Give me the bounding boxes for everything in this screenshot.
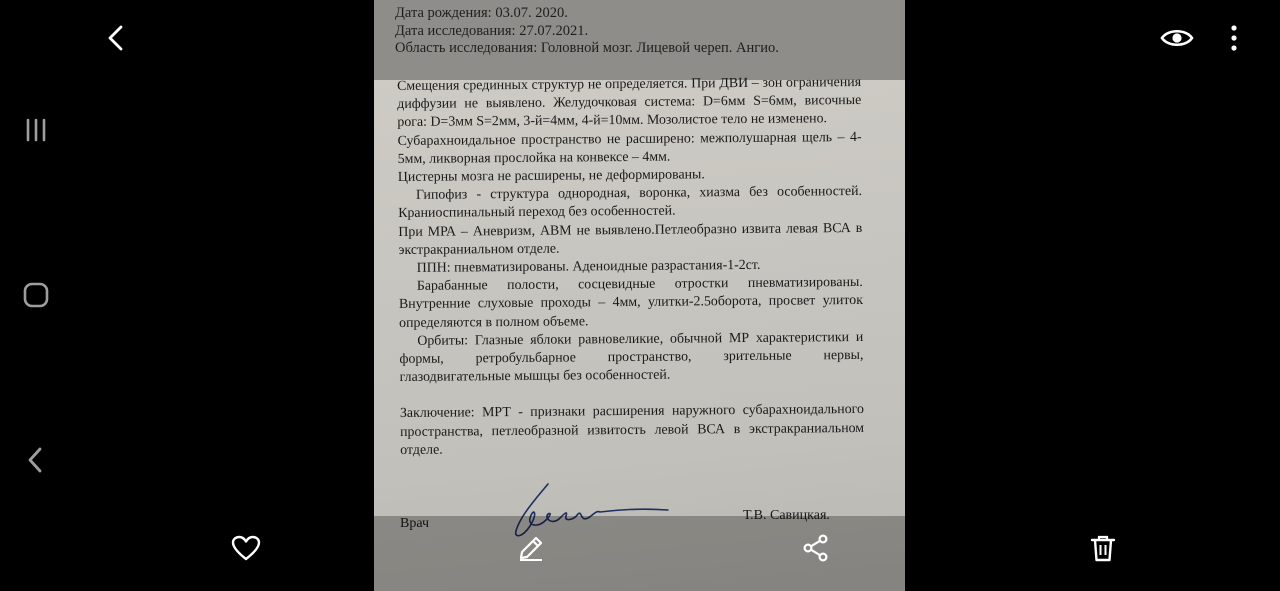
report-paragraph: Гипофиз - структура однородная, воронка, хиазма без особенностей. Краниоспинальный переход без особенностей. bbox=[398, 184, 863, 222]
doctor-role: Врач bbox=[400, 516, 430, 531]
report-paragraph: При МРА – Аневризм, АВМ не выявлено.Петлеобразно извита левая ВСА в экстракраниальном отделе. bbox=[398, 220, 863, 258]
report-header bbox=[374, 0, 905, 80]
home-button[interactable] bbox=[16, 277, 56, 317]
eye-icon bbox=[1160, 26, 1194, 55]
birth-date: Дата рождения: 03.07. 2020. bbox=[395, 5, 568, 21]
report-paragraph: Барабанные полости, сосцевидные отростки пневматизированы. Внутренние слуховые проходы – 4мм, улитки-2.5оборота, просвет улиток определяются в полном объеме. bbox=[398, 275, 864, 331]
favorite-button[interactable] bbox=[226, 530, 266, 570]
report-paragraph: Субарахноидальное пространство не расширено: межполушарная щель – 4-5мм, ликворная прослойка на конвексе – 4мм. bbox=[397, 129, 862, 167]
heart-icon bbox=[231, 535, 261, 566]
report-conclusion: Заключение: МРТ - признаки расширения наружного субарахноидального пространства, петлеобразной извитость левой ВСА в экстракраниальном отделе. bbox=[399, 402, 865, 458]
share-icon bbox=[802, 534, 830, 567]
more-vert-icon bbox=[1230, 25, 1238, 56]
share-button[interactable] bbox=[796, 530, 836, 570]
edit-button[interactable] bbox=[511, 530, 551, 570]
pencil-icon bbox=[517, 534, 545, 567]
exam-area: Область исследования: Головной мозг. Лицевой череп. Ангио. bbox=[395, 40, 779, 56]
report-paragraph: Смещения срединных структур не определяется. При ДВИ – зон ограничения диффузии не выявлено. Желудочковая система: D=6мм S=6мм, височные рога: D=3мм S=2мм, 3-й=4мм, 4-й=10мм. Мозолистое тело не изменено. bbox=[397, 74, 862, 131]
back-button[interactable] bbox=[96, 20, 136, 60]
system-back-icon bbox=[24, 446, 48, 479]
back-arrow-icon bbox=[104, 24, 128, 57]
doctor-name: Т.В. Савицкая. bbox=[743, 508, 830, 523]
report-paragraph: Цистерны мозга не расширены, не деформированы. bbox=[397, 167, 705, 186]
view-details-button[interactable] bbox=[1157, 20, 1197, 60]
delete-button[interactable] bbox=[1083, 530, 1123, 570]
recents-button[interactable] bbox=[16, 112, 56, 152]
more-options-button[interactable] bbox=[1218, 20, 1250, 60]
bottom-action-bar bbox=[0, 520, 1280, 580]
system-back-button[interactable] bbox=[16, 442, 56, 482]
report-paragraph: Орбиты: Глазные яблоки равновеликие, обычной МР характеристики и формы, ретробульбарное пространство, зрительные нервы, глазодвигательные мышцы без особенностей. bbox=[399, 329, 864, 386]
exam-date: Дата исследования: 27.07.2021. bbox=[395, 23, 589, 39]
report-body bbox=[397, 74, 864, 460]
report-paragraph: ППН: пневматизированы. Аденоидные разрастания-1-2ст. bbox=[416, 257, 761, 276]
recents-icon bbox=[23, 117, 49, 148]
home-icon bbox=[22, 281, 50, 314]
system-navigation-bar bbox=[0, 0, 72, 591]
trash-icon bbox=[1090, 534, 1116, 567]
